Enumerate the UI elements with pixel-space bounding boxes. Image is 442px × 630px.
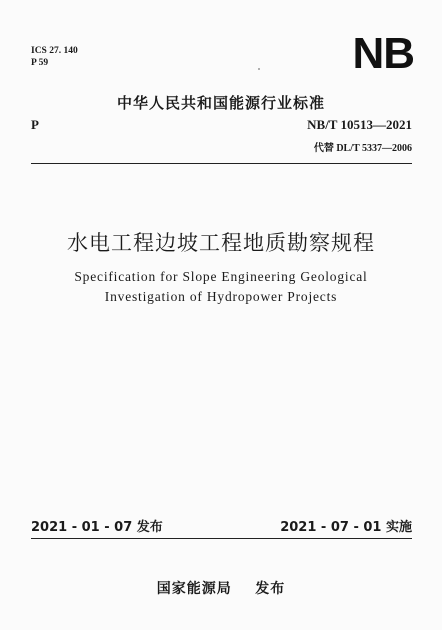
implementation-date: 2021 - 07 - 01 实施 [280, 520, 412, 535]
standard-number: NB/T 10513—2021 [307, 117, 412, 132]
classification-codes [31, 45, 78, 69]
issue-date: 2021 - 01 - 07 发布 [31, 520, 163, 535]
speck-mark [258, 68, 260, 70]
nb-logo: NB [352, 29, 414, 78]
standard-type-heading: 中华人民共和国能源行业标准 [116, 94, 325, 112]
title-chinese: 水电工程边坡工程地质勘察规程 [67, 231, 375, 255]
bottom-divider [31, 538, 412, 539]
replaces-note: 代替 DL/T 5337—2006 [313, 143, 412, 154]
title-english-line1: Specification for Slope Engineering Geological [74, 269, 368, 284]
top-divider [31, 163, 412, 164]
title-english-line2: Investigation of Hydropower Projects [104, 289, 338, 304]
title-english [0, 267, 442, 307]
classification-letter: P [31, 117, 39, 132]
ics-code: ICS 27. 140 [31, 46, 78, 56]
ccs-code: P 59 [31, 58, 49, 68]
issuer: 国家能源局 发布 [156, 581, 286, 597]
